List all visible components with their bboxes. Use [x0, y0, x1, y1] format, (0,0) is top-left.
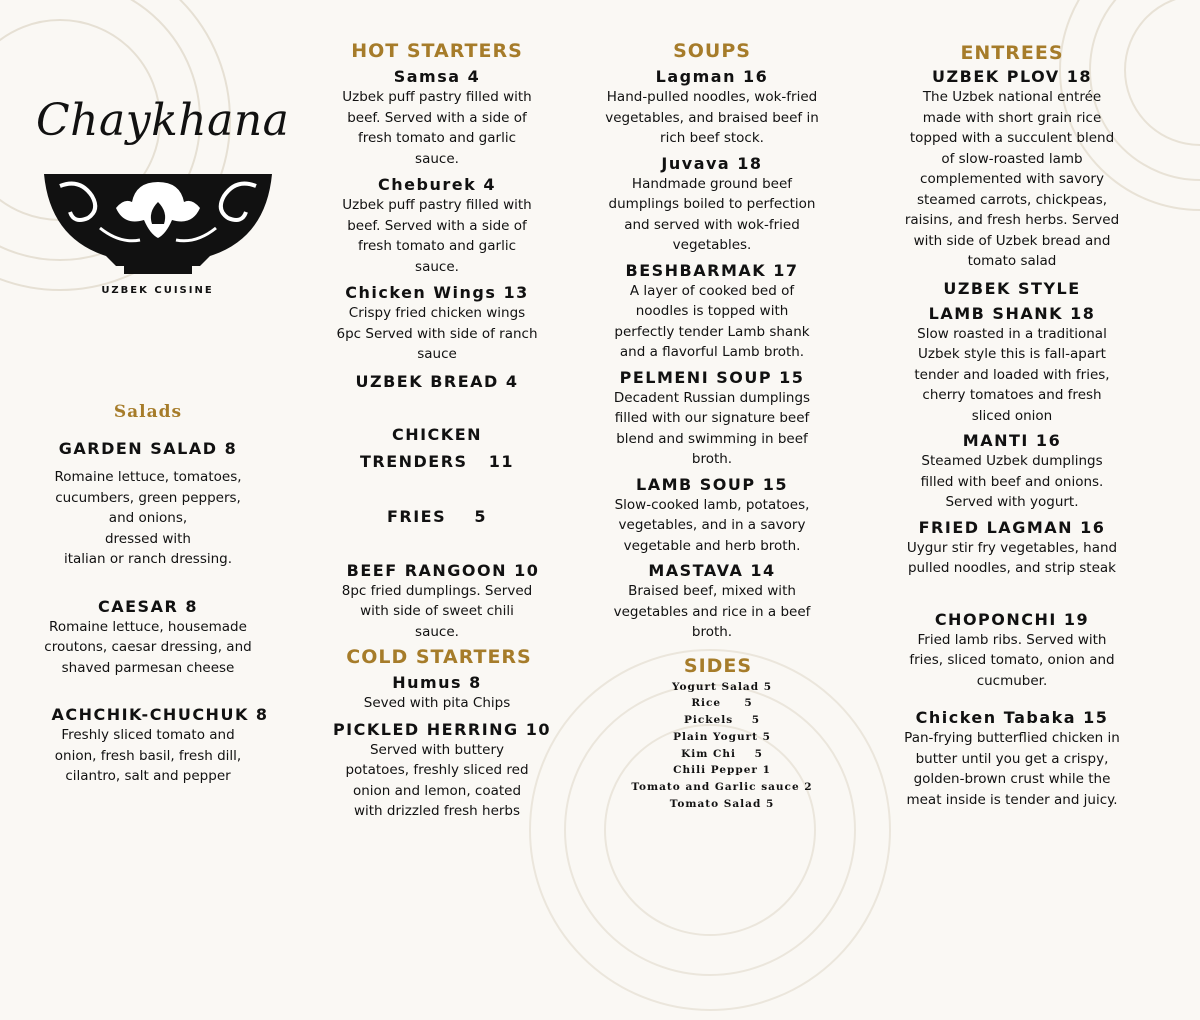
item-desc-line: Uzbek puff pastry filled with	[342, 197, 532, 213]
item-desc-line: dressed with	[104, 530, 191, 547]
item-desc-line: Hand-pulled noodles, wok-fried	[606, 89, 818, 105]
item-desc-line: with side of Uzbek bread and	[913, 232, 1111, 249]
side-item: Tomato Salad 5	[669, 798, 775, 811]
item-desc-line: and onions,	[108, 510, 188, 526]
item-desc-line: made with short grain rice	[922, 109, 1102, 126]
menu-item	[884, 609, 1140, 692]
menu-item	[584, 474, 840, 557]
item-desc-line: shaved parmesan cheese	[61, 659, 235, 676]
item-desc-line: meat inside is tender and juicy.	[906, 791, 1118, 808]
item-desc-line: Steamed Uzbek dumplings	[921, 453, 1103, 469]
item-desc-line: beef. Served with a side of	[347, 109, 527, 126]
side-item: Pickels 5	[683, 714, 761, 727]
item-name: ACHCHIK-CHUCHUK 8	[51, 705, 269, 724]
cold-starters-title: COLD STARTERS	[346, 646, 532, 668]
item-desc-line: Seved with pita Chips	[363, 695, 511, 711]
side-item: Chili Pepper 1	[673, 764, 771, 777]
item-desc-line: cucmuber.	[976, 672, 1048, 689]
menu-item	[884, 430, 1140, 513]
item-desc-line: steamed carrots, chickpeas,	[916, 191, 1108, 208]
menu-item	[316, 560, 558, 643]
item-name: UZBEK BREAD 4	[355, 371, 519, 391]
item-desc-line: potatoes, freshly sliced red	[345, 762, 529, 778]
item-desc-line: perfectly tender Lamb shank	[614, 323, 810, 340]
item-desc-line: Crispy fried chicken wings	[348, 305, 526, 321]
menu-item	[884, 707, 1140, 810]
item-desc-line: onion and lemon, coated	[352, 782, 522, 799]
menu-item	[0, 704, 296, 787]
item-desc-line: raisins, and fresh herbs. Served	[904, 212, 1120, 228]
menu-item	[316, 719, 558, 822]
item-desc-line: Decadent Russian dumplings	[613, 389, 811, 406]
item-name: LAMB SHANK 18	[928, 303, 1096, 323]
item-name: MANTI 16	[962, 431, 1062, 450]
item-desc-line: broth.	[691, 624, 733, 640]
item-desc-line: fresh tomato and garlic	[357, 238, 517, 254]
item-name: BESHBARMAK 17	[625, 260, 799, 280]
item-name: TRENDERS 11	[359, 451, 515, 471]
item-desc-line: Uzbek puff pastry filled with	[342, 89, 532, 105]
item-desc-line: cherry tomatoes and fresh	[922, 387, 1102, 403]
item-name: Cheburek 4	[378, 175, 496, 194]
brand-tagline: UZBEK CUISINE	[101, 285, 214, 296]
item-desc-line: butter until you get a crispy,	[915, 750, 1109, 767]
menu-item	[884, 303, 1140, 427]
item-desc-line: complemented with savory	[920, 171, 1104, 187]
side-item: Yogurt Salad 5	[671, 680, 773, 693]
menu-item	[884, 517, 1140, 579]
item-desc-line: filled with our signature beef	[614, 410, 810, 426]
menu-item	[584, 66, 840, 149]
item-desc-line: italian or ranch dressing.	[63, 551, 233, 567]
item-name: CAESAR 8	[98, 596, 198, 616]
item-desc-line: Fried lamb ribs. Served with	[917, 631, 1107, 648]
item-name: CHOPONCHI 19	[934, 609, 1090, 629]
item-name: PICKLED HERRING 10	[332, 719, 552, 739]
item-name: BEEF RANGOON 10	[346, 560, 540, 580]
side-item: Kim Chi 5	[681, 747, 763, 760]
item-name: Chicken Wings 13	[345, 283, 529, 302]
item-desc-line: with drizzled fresh herbs	[353, 803, 521, 819]
item-desc-line: Uzbek style this is fall-apart	[918, 346, 1106, 362]
menu-item	[316, 66, 558, 169]
menu-item	[0, 438, 296, 570]
item-name: Lagman 16	[655, 67, 769, 86]
item-name: UZBEK STYLE	[943, 278, 1081, 298]
item-desc-line: Slow roasted in a traditional	[917, 325, 1107, 342]
item-desc-line: vegetable and herb broth.	[623, 537, 801, 554]
item-name: FRIES 5	[386, 506, 488, 526]
item-desc-line: vegetables, and braised beef in	[605, 109, 819, 126]
item-desc-line: vegetables, and in a savory	[618, 517, 806, 533]
item-desc-line: sauce	[417, 346, 457, 362]
item-desc-line: Freshly sliced tomato and	[61, 727, 235, 743]
item-desc-line: sauce.	[415, 258, 459, 275]
item-name: Chicken Tabaka 15	[915, 708, 1109, 727]
item-desc-line: croutons, caesar dressing, and	[44, 639, 252, 655]
soups-section	[584, 40, 840, 813]
item-desc-line: 6pc Served with side of ranch	[336, 325, 538, 342]
item-desc-line: Slow-cooked lamb, potatoes,	[614, 496, 810, 513]
item-desc-line: of slow-roasted lamb	[941, 150, 1083, 167]
item-desc-line: Handmade ground beef	[631, 175, 793, 192]
item-desc-line: filled with beef and onions.	[920, 473, 1104, 490]
item-desc-line: Romaine lettuce, housemade	[49, 618, 247, 635]
item-desc-line: and a flavorful Lamb broth.	[619, 344, 805, 360]
item-desc-line: tomato salad	[967, 253, 1057, 269]
side-item: Plain Yogurt 5	[673, 730, 771, 743]
item-desc-line: broth.	[691, 451, 733, 467]
salads-title: Salads	[113, 402, 183, 422]
brand-name: Chaykhana	[36, 95, 290, 146]
item-desc-line: The Uzbek national entrée	[922, 89, 1102, 105]
item-desc-line: vegetables.	[672, 237, 752, 253]
item-desc-line: sauce.	[415, 623, 459, 640]
item-name: LAMB SOUP 15	[636, 474, 788, 494]
item-desc-line: fresh tomato and garlic	[357, 130, 517, 146]
entrees-title: ENTREES	[960, 42, 1064, 64]
item-name: PELMENI SOUP 15	[619, 367, 805, 387]
side-item: Tomato and Garlic sauce 2	[631, 781, 813, 794]
salads-section	[0, 402, 296, 787]
item-desc-line: onion, fresh basil, fresh dill,	[54, 747, 242, 764]
item-name: UZBEK PLOV 18	[932, 67, 1092, 86]
bowl-logo-icon	[40, 168, 276, 276]
item-desc-line: sauce.	[415, 150, 459, 167]
menu-item	[584, 560, 840, 643]
item-name: CHICKEN	[391, 424, 483, 444]
item-desc-line: golden-brown crust while the	[913, 771, 1111, 787]
item-desc-line: Served with buttery	[369, 741, 505, 758]
menu-item	[316, 174, 558, 277]
soups-title: SOUPS	[673, 40, 751, 62]
item-desc-line: with side of sweet chili	[360, 603, 514, 619]
item-desc-line: rich beef stock.	[660, 130, 764, 146]
menu-item	[0, 596, 296, 679]
item-desc-line: sliced onion	[971, 407, 1053, 424]
item-desc-line: topped with a succulent blend	[909, 130, 1115, 146]
item-name: Humus 8	[392, 673, 482, 692]
entrees-section	[884, 42, 1140, 810]
menu-item	[584, 260, 840, 363]
item-desc-line: 8pc fried dumplings. Served	[341, 582, 533, 599]
side-item: Rice 5	[691, 697, 753, 710]
menu-item	[584, 367, 840, 470]
menu-item	[884, 66, 1140, 272]
item-desc-line: Served with yogurt.	[945, 494, 1079, 510]
item-desc-line: tender and loaded with fries,	[914, 366, 1110, 383]
item-desc-line: cilantro, salt and pepper	[65, 768, 231, 784]
item-desc-line: A layer of cooked bed of	[629, 282, 795, 299]
item-desc-line: fries, sliced tomato, onion and	[909, 652, 1115, 668]
item-name: Samsa 4	[393, 67, 481, 86]
hot-starters-title: HOT STARTERS	[351, 40, 523, 62]
item-name: FRIED LAGMAN 16	[918, 517, 1106, 537]
menu-item	[316, 672, 558, 714]
item-desc-line: noodles is topped with	[635, 303, 789, 319]
sides-list	[584, 679, 840, 813]
item-desc-line: Pan-frying butterflied chicken in	[904, 730, 1120, 746]
item-desc-line: Romaine lettuce, tomatoes,	[54, 469, 242, 485]
hot-starters-section	[316, 40, 558, 822]
item-desc-line: beef. Served with a side of	[347, 217, 527, 234]
item-desc-line: pulled noodles, and strip steak	[907, 560, 1116, 576]
item-desc-line: Braised beef, mixed with	[628, 583, 796, 599]
item-desc-line: vegetables and rice in a beef	[613, 603, 811, 620]
menu-item	[584, 153, 840, 256]
item-name: GARDEN SALAD 8	[58, 439, 238, 458]
item-desc-line: dumplings boiled to perfection	[608, 196, 816, 212]
item-desc-line: blend and swimming in beef	[616, 430, 808, 447]
item-name: MASTAVA 14	[648, 561, 776, 580]
sides-title: SIDES	[683, 654, 753, 677]
item-name: Juvava 18	[661, 153, 763, 173]
item-desc-line: cucumbers, green peppers,	[55, 489, 241, 506]
item-desc-line: Uygur stir fry vegetables, hand	[906, 539, 1118, 556]
item-desc-line: and served with wok-fried	[624, 216, 800, 233]
menu-item	[316, 282, 558, 365]
